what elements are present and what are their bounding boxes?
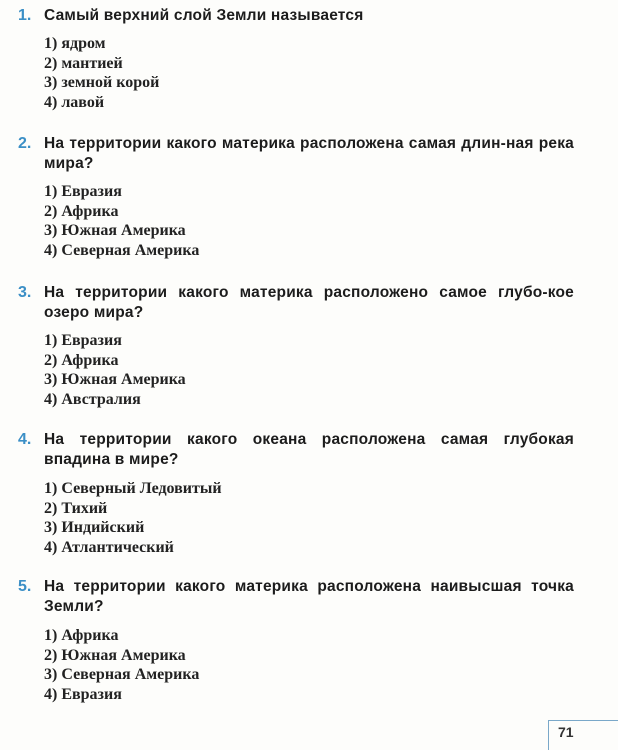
page-number: 71 xyxy=(558,724,574,740)
question-text: На территории какого материка расположено самое глубо-кое озеро мира? xyxy=(44,284,574,321)
answer-option: 3) Южная Америка xyxy=(44,222,186,239)
answer-option: 4) Северная Америка xyxy=(44,241,200,259)
question-text: Самый верхний слой Земли называется xyxy=(44,7,364,24)
question-text: На территории какого материка расположена самая длин-ная река мира? xyxy=(44,135,574,172)
answer-option: 3) Северная Америка xyxy=(44,666,200,683)
answer-option: 1) Евразия xyxy=(44,332,122,349)
answer-option: 2) мантией xyxy=(44,54,123,72)
question-number: 3. xyxy=(18,284,32,301)
question-number: 2. xyxy=(18,135,32,152)
question-number: 5. xyxy=(18,578,32,595)
answer-option: 4) Атлантический xyxy=(44,538,174,556)
answer-option: 4) Евразия xyxy=(44,685,122,703)
answer-option: 2) Африка xyxy=(44,202,119,220)
answer-options xyxy=(44,626,199,704)
answer-option: 2) Тихий xyxy=(44,499,108,517)
answer-options xyxy=(44,182,199,260)
answer-options xyxy=(44,34,159,112)
answer-options xyxy=(44,479,222,557)
answer-option: 3) Индийский xyxy=(44,519,145,536)
answer-option: 4) Австралия xyxy=(44,390,141,408)
answer-option: 3) Южная Америка xyxy=(44,371,186,388)
answer-options xyxy=(44,331,186,409)
answer-option: 4) лавой xyxy=(44,93,105,111)
answer-option: 1) Евразия xyxy=(44,183,122,200)
answer-option: 1) ядром xyxy=(44,35,106,52)
answer-option: 1) Северный Ледовитый xyxy=(44,480,222,497)
question-number: 4. xyxy=(18,431,32,448)
answer-option: 2) Африка xyxy=(44,351,119,369)
answer-option: 2) Южная Америка xyxy=(44,646,186,664)
answer-option: 3) земной корой xyxy=(44,74,160,91)
question-number: 1. xyxy=(18,7,32,24)
question-text: На территории какого океана расположена самая глубокая впадина в мире? xyxy=(44,431,574,468)
answer-option: 1) Африка xyxy=(44,627,119,644)
question-text: На территории какого материка расположена наивысшая точка Земли? xyxy=(44,578,574,615)
